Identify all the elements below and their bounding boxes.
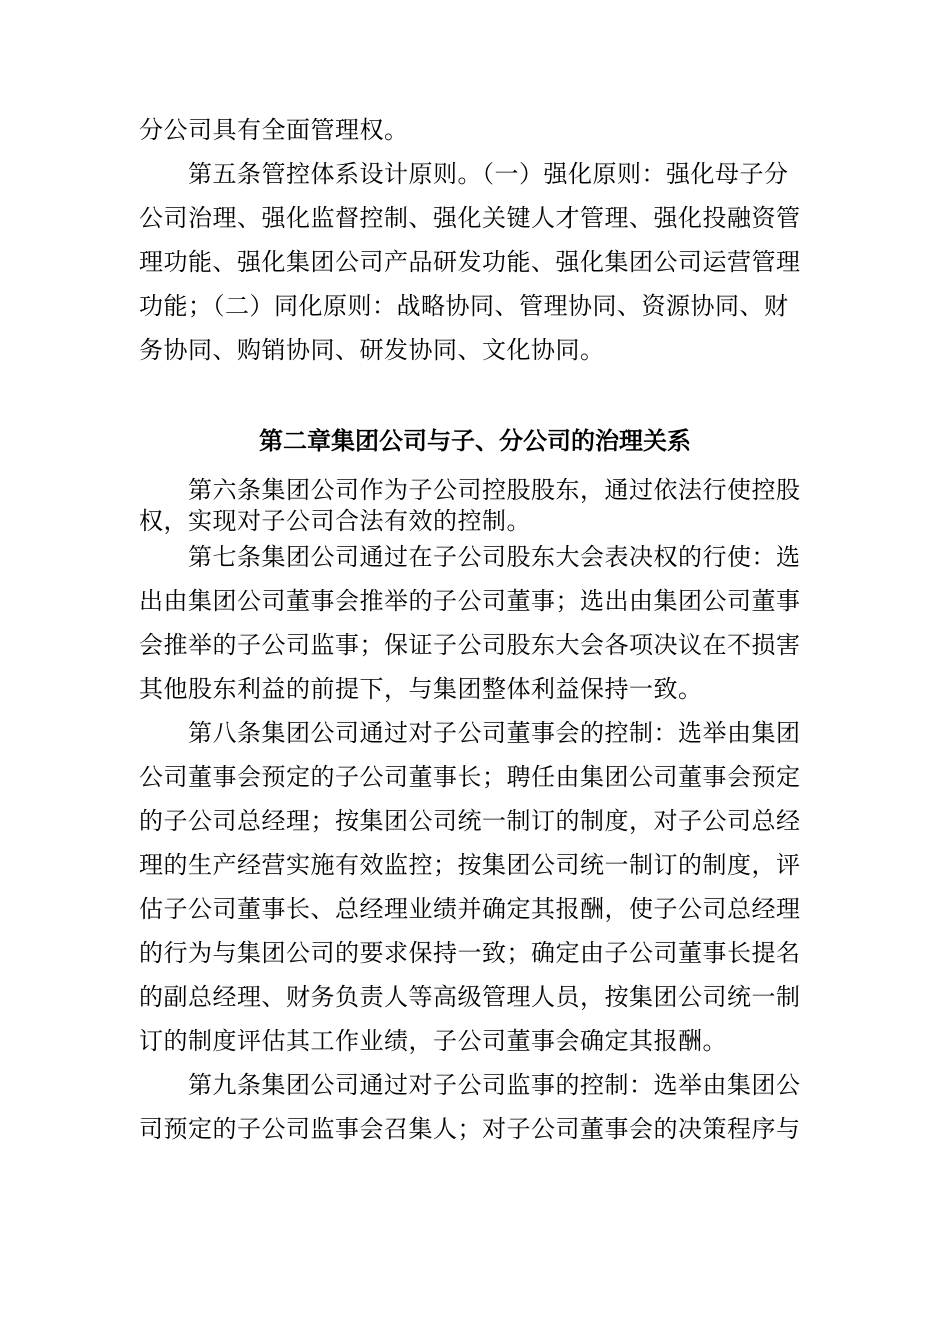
text-line: 理的生产经营实施有效监控；按集团公司统一制订的制度，评	[139, 851, 801, 879]
text-line: 出由集团公司董事会推举的子公司董事；选出由集团公司董事	[139, 587, 801, 615]
text-line: 务协同、购销协同、研发协同、文化协同。	[139, 336, 605, 364]
text-line: 第五条管控体系设计原则。（一）强化原则：强化母子分	[139, 160, 789, 188]
text-line: 第八条集团公司通过对子公司董事会的控制：选举由集团	[139, 719, 801, 747]
text-line: 估子公司董事长、总经理业绩并确定其报酬，使子公司总经理	[139, 895, 801, 923]
text-line: 公司治理、强化监督控制、强化关键人才管理、强化投融资管	[139, 204, 801, 232]
text-line: 订的制度评估其工作业绩，子公司董事会确定其报酬。	[139, 1027, 727, 1055]
text-line: 权，实现对子公司合法有效的控制。	[139, 507, 531, 535]
text-line: 理功能、强化集团公司产品研发功能、强化集团公司运营管理	[139, 248, 801, 276]
text-line: 分公司具有全面管理权。	[139, 116, 409, 144]
text-line: 第九条集团公司通过对子公司监事的控制：选举由集团公	[139, 1071, 801, 1099]
text-line: 其他股东利益的前提下，与集团整体利益保持一致。	[139, 675, 703, 703]
text-line: 的行为与集团公司的要求保持一致；确定由子公司董事长提名	[139, 939, 801, 967]
text-line: 公司董事会预定的子公司董事长；聘任由集团公司董事会预定	[139, 763, 801, 791]
text-line: 会推举的子公司监事；保证子公司股东大会各项决议在不损害	[139, 631, 801, 659]
text-line: 功能；（二）同化原则：战略协同、管理协同、资源协同、财	[139, 292, 789, 320]
text-line: 第六条集团公司作为子公司控股股东，通过依法行使控股	[139, 476, 801, 504]
text-line: 的副总经理、财务负责人等高级管理人员，按集团公司统一制	[139, 983, 801, 1011]
chapter-heading: 第二章集团公司与子、分公司的治理关系	[259, 427, 691, 455]
text-line: 司预定的子公司监事会召集人；对子公司董事会的决策程序与	[139, 1115, 801, 1143]
text-line: 的子公司总经理；按集团公司统一制订的制度，对子公司总经	[139, 807, 801, 835]
text-line: 第七条集团公司通过在子公司股东大会表决权的行使：选	[139, 543, 801, 571]
